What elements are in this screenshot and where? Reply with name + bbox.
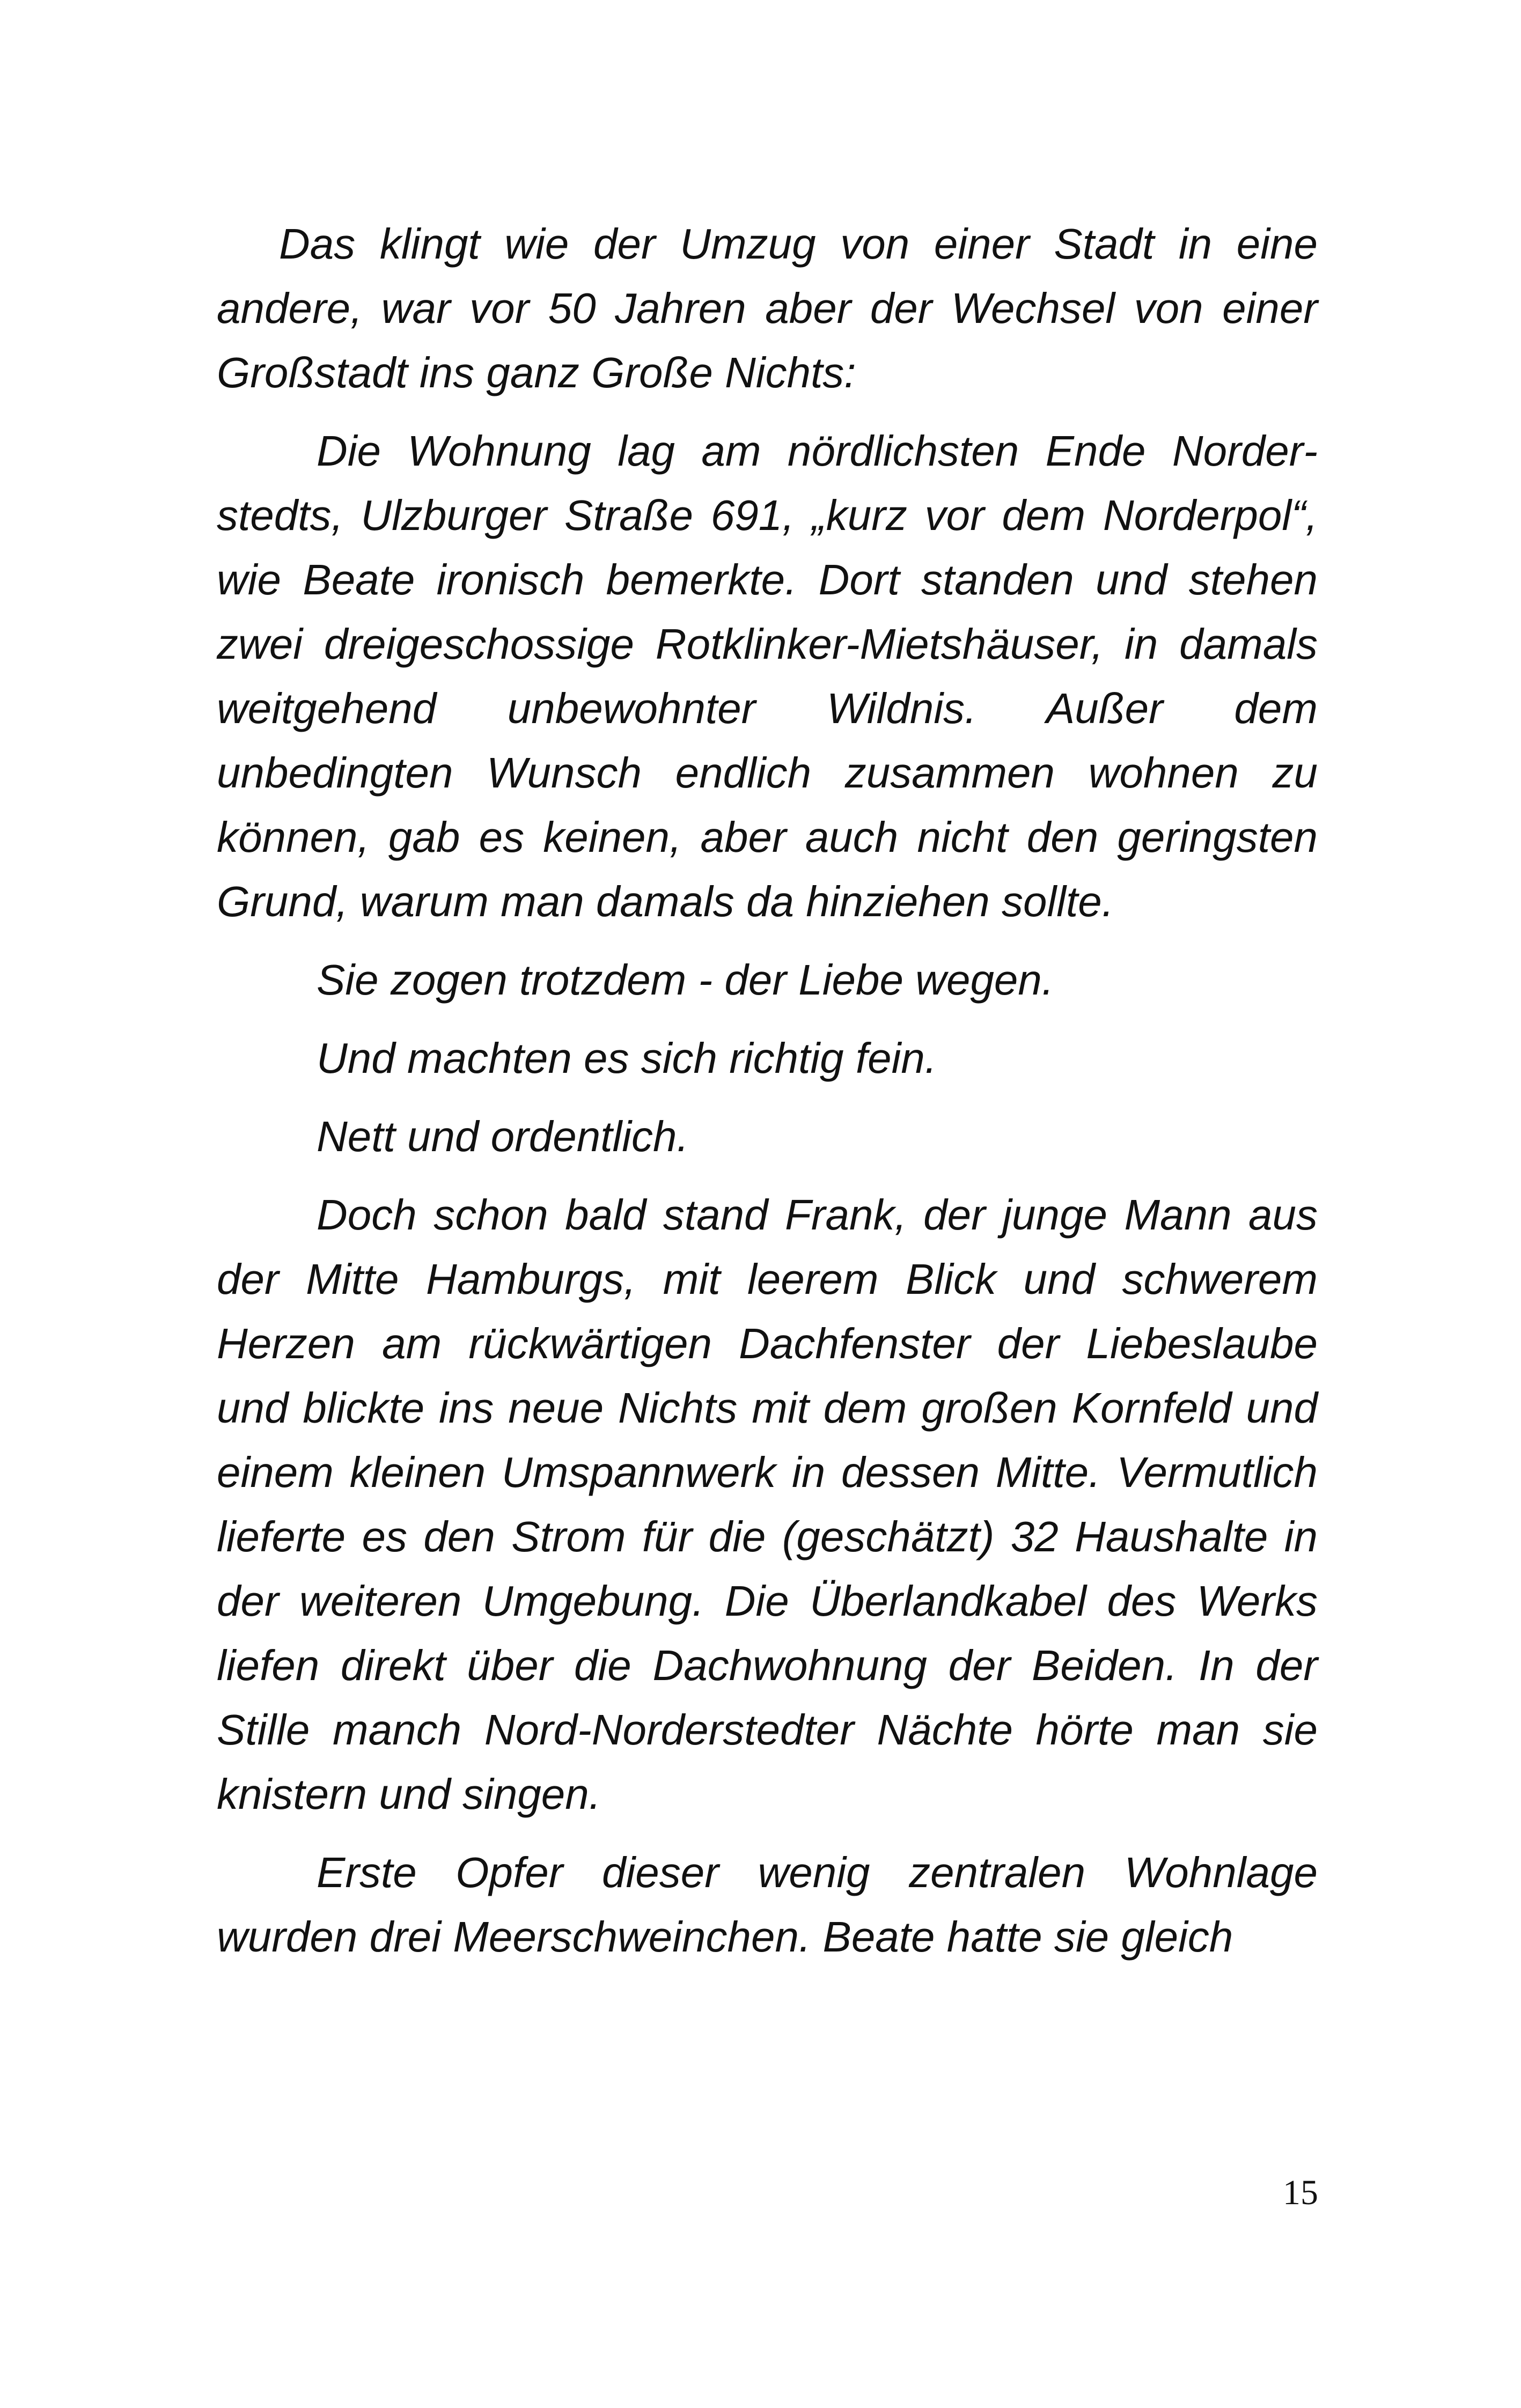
paragraph-2: Die Wohnung lag am nördlichsten Ende Norderstedts, Ulzburger Straße 691, „kurz vor dem Norderpol“, wie Beate ironisch bemerkte. Dort standen und stehen zwei dreigeschossige Rotklinker-Mietshäuser, in damals weitgehend unbewohnter Wildnis. Außer dem unbedingten Wunsch endlich zusammen wohnen zu können, gab es keinen, aber auch nicht den geringsten Grund, warum man damals da hinziehen sollte.: [217, 427, 1318, 925]
paragraph-6: Doch schon bald stand Frank, der junge Mann aus der Mitte Hamburgs, mit leerem Blick und schwerem Herzen am rückwärtigen Dachfenster der Liebeslaube und blickte ins neue Nichts mit dem großen Kornfeld und einem kleinen Umspannwerk in dessen Mitte. Vermutlich lieferte es den Strom für die (geschätzt) 32 Haushalte in der weiteren Umgebung. Die Überlandkabel des Werks liefen direkt über die Dachwohnung der Beiden. In der Stille manch Nord-Norderstedter Nächte hörte man sie knistern und singen.: [217, 1191, 1318, 1818]
paragraph-7: Erste Opfer dieser wenig zentralen Wohnlage wurden drei Meerschweinchen. Beate hatte sie gleich: [217, 1849, 1318, 1961]
paragraph-5: Nett und ordentlich.: [317, 1113, 689, 1160]
body-text: [217, 212, 1318, 1983]
paragraph-3: Sie zogen trotzdem - der Liebe wegen.: [317, 956, 1054, 1004]
paragraph-1: Das klingt wie der Umzug von einer Stadt in eine andere, war vor 50 Jahren aber der Wechsel von einer Großstadt ins ganz Große Nichts:: [217, 220, 1318, 396]
paragraph-4: Und machten es sich richtig fein.: [317, 1034, 937, 1082]
page-number: 15: [1283, 2173, 1318, 2212]
